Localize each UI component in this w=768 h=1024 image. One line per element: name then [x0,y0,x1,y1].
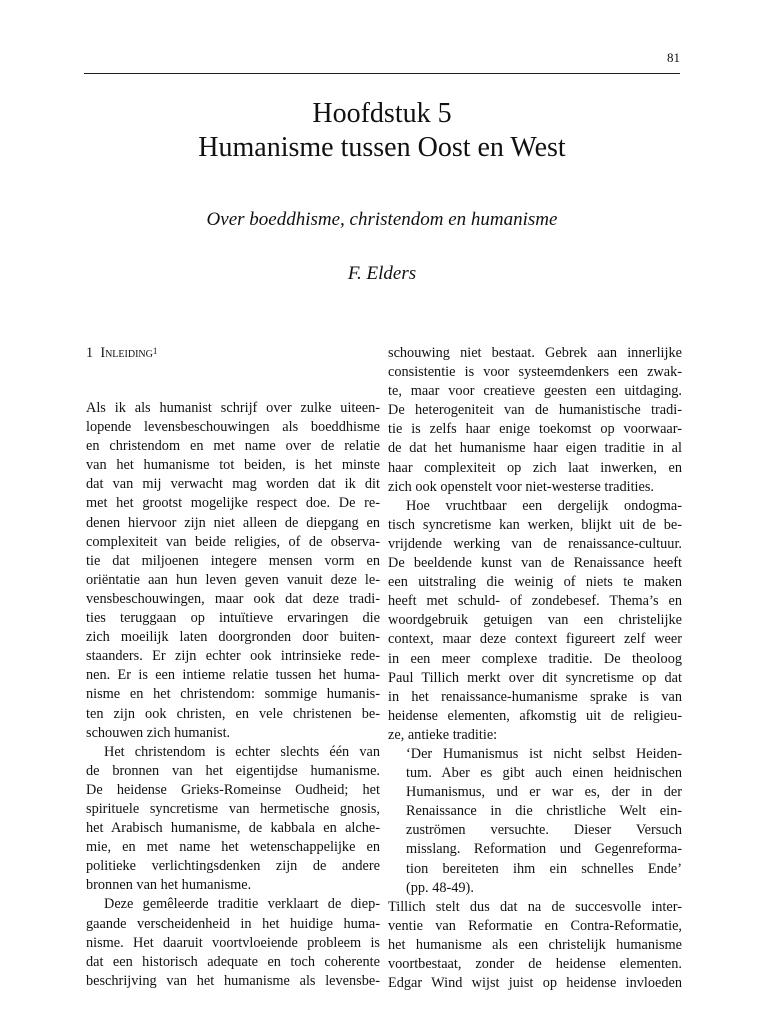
right-column [388,344,682,993]
text-line: gaande verscheidenheid in het huidige huma- [86,915,380,932]
text-line: misslang. Reformation und Gegenreforma- [406,841,682,858]
text-line: heidense elementen, afkomstig uit de religieu- [388,707,682,724]
text-line: Edgar Wind wijst juist op heidense invloeden [388,975,682,992]
text-line: nisme. Het daaruit voortvloeiende probleem is [86,934,380,951]
text-line: mie, en met name het wetenschappelijke en [86,839,380,856]
text-line: dat een historisch adequate en toch coherente [86,953,380,970]
text-line: voortbestaat, zonder de heidense elementen. [388,956,682,972]
text-line: de bronnen van het eigentijdse humanisme. [86,762,380,779]
chapter-title: Humanisme tussen Oost en West [198,132,566,163]
section-number: 1 [86,345,94,361]
text-line: tion bereiteten ihm ein schnelles Ende’ [406,860,682,877]
text-line: zuströmen versuchte. Dieser Versuch [406,822,682,839]
text-line: spirituele syncretisme van hermetische gnosis, [86,800,380,817]
text-line: oriëntatie aan hun leven geven vanuit deze le- [86,571,380,588]
text-line: Tillich stelt dus dat na de succesvolle inter- [388,898,682,915]
text-line: nisme en het christendom: sommige humanis- [86,686,380,703]
text-line: De heidense Grieks-Romeinse Oudheid; het [86,781,380,798]
text-line: te, maar voor creatieve geesten een uitdaging. [388,383,682,400]
text-line: de dat het humanisme haar eigen traditie in al [388,440,682,457]
text-line: bronnen van het humanisme. [86,877,252,894]
text-line: ze, antieke traditie: [388,726,498,743]
left-column [86,344,380,991]
text-line: ventie van Reformatie en Contra-Reformatie, [388,917,682,934]
section-heading [86,344,380,363]
text-line: het Arabisch humanisme, de kabbala en alche- [86,820,380,837]
right-column-text [388,344,682,993]
text-line: in het renaissance-humanisme sprake is van [388,688,682,705]
text-line: Hoe vruchtbaar een dergelijk ondogma- [406,497,682,514]
text-line: woordgebruik getuigen van een christelijke [388,612,682,629]
text-line: beschrijving van het humanisme als levensbe- [86,972,380,989]
text-line: Deze gemêleerde traditie verklaart de diep- [104,896,380,913]
text-line: De beeldende kunst van de Renaissance heeft [388,555,682,572]
text-line: Als ik als humanist schrijf over zulke uiteen- [86,400,380,416]
text-line: dat van mij verwacht mag worden dat ik dit [86,476,380,493]
chapter-label: Hoofdstuk 5 [312,98,452,129]
text-line: denen hiervoor zijn niet alleen de diepgang en [86,514,380,531]
text-line: tisch syncretisme kan werken, blijkt uit de be- [388,516,682,533]
text-line: ten zijn ook christen, en vele christenen be- [86,705,380,722]
chapter-subtitle: Over boeddhisme, christendom en humanisme [206,209,558,230]
text-line: zich ook openstelt voor niet-westerse tradities. [388,478,655,495]
text-line: haar complexiteit op zich laat inwerken, en [388,459,682,476]
text-line: Het christendom is echter slechts één van [104,743,380,760]
text-line: Paul Tillich merkt over dit syncretisme op dat [388,669,682,686]
text-line: het humanisme als een christelijk humanisme [388,936,682,953]
text-line: ‘Der Humanismus ist nicht selbst Heiden- [406,745,682,762]
text-line: lopende levensbeschouwingen als boeddhisme [86,419,380,436]
text-line: vrijdende werking van de renaissance-cultuur. [388,535,682,552]
text-line: van het humanisme tot beiden, is het minste [86,457,380,474]
text-line: schouwen zich humanist. [86,724,231,741]
text-line: Humanismus, und er war es, der in der [406,784,682,801]
text-line: politieke verlichtingsdenken zijn de andere [86,858,380,875]
text-line: schouwing niet bestaat. Gebrek aan innerlijke [388,345,682,361]
text-line: complexiteit van beide religies, of de observa- [86,533,380,550]
header-rule [84,73,680,74]
section-title: Inleiding [100,345,153,361]
text-line: in een meer complexe traditie. De theoloog [388,650,682,667]
text-line: een uitstraling die weinig of niets te maken [388,574,682,591]
footnote-mark: 1 [152,346,158,356]
text-line: De heterogeniteit van de humanistische tradi- [388,402,682,419]
text-line: nen. Er is een intieme relatie tussen het huma- [86,667,380,684]
text-line: tie dat miljoenen integere mensen vorm en [86,552,380,569]
page-number: 81 [667,50,680,65]
text-line: ties teruggaan op intuïtieve ervaringen die [86,610,380,627]
left-column-text [86,399,380,991]
text-line: vensbeschouwingen, maar ook dat deze tradi- [86,590,380,607]
text-line: (pp. 48-49). [406,879,474,896]
text-line: tum. Aber es gibt auch einen heidnischen [406,765,682,782]
text-line: tie is zelfs haar enige toekomst op voorwaar- [388,421,682,438]
text-line: zich moeilijk laten doorgronden door buiten- [86,629,380,646]
text-line: met het grootst mogelijke respect doe. De re- [86,495,380,512]
chapter-author: F. Elders [347,263,417,284]
text-line: context, maar deze context figureert zelf weer [388,631,682,648]
text-line: Renaissance in die christliche Welt ein- [406,803,682,820]
text-line: staanders. Er zijn echter ook intrinsieke rede- [86,648,380,665]
text-line: en christendom en met name over de relatie [86,438,380,455]
text-line: heeft met schuld- of zondebesef. Thema’s en [388,593,682,610]
text-line: consistentie is voor systeemdenkers een zwak- [388,364,682,381]
